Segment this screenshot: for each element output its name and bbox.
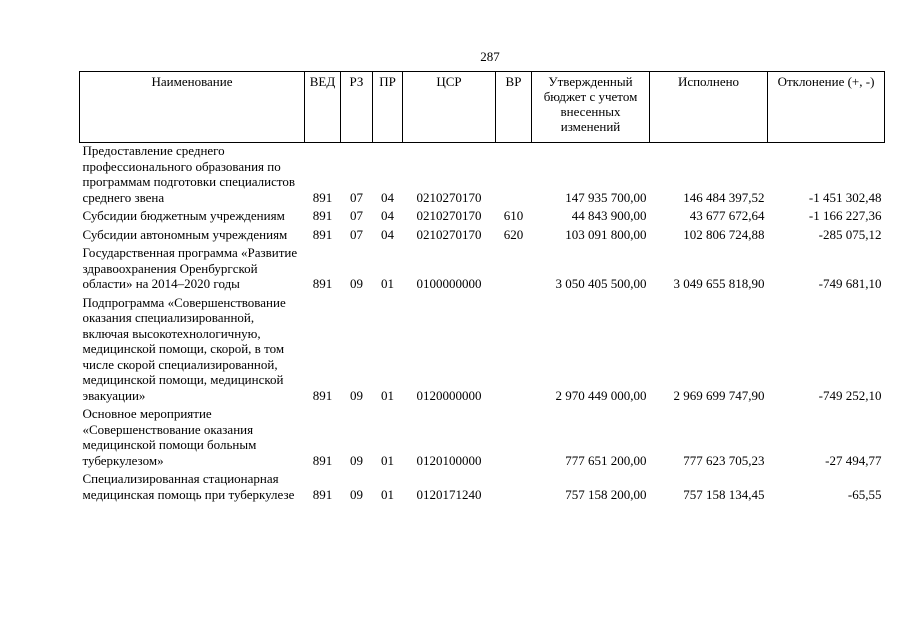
row-deviation: -65,55 [847,486,882,502]
table-row [80,295,885,407]
row-name: Подпрограмма «Совершенствование оказания специализированной, включая высокотехнологичную, медицинской помощи, скорой, в том числе скорой специализированной, медицинской помощи, медицинской эвакуации» [82,294,286,403]
row-executed: 43 677 672,64 [689,208,765,223]
row-deviation: -1 166 227,36 [808,208,882,223]
row-executed: 777 623 705,23 [683,452,765,468]
row-csr: 0120000000 [416,387,482,403]
row-csr: 0120171240 [416,486,482,502]
row-vr: 620 [503,226,524,242]
row-csr: 0210270170 [416,208,482,223]
row-pr: 04 [381,208,394,223]
row-vr [496,295,532,407]
row-csr: 0120100000 [416,452,482,468]
row-rz: 07 [350,208,363,223]
row-executed: 2 969 699 747,90 [673,387,765,403]
row-ved: 891 [312,486,333,502]
row-vr [496,471,532,505]
row-rz: 07 [350,189,363,205]
header-pr: ПР [373,72,403,143]
row-approved: 44 843 900,00 [571,208,647,223]
row-rz: 09 [350,452,363,468]
table-body [80,143,885,506]
header-vr: ВР [496,72,532,143]
row-deviation: -285 075,12 [818,226,882,242]
row-approved: 103 091 800,00 [565,226,647,242]
header-name: Наименование [80,72,305,143]
header-rz: РЗ [341,72,373,143]
row-ved: 891 [312,226,333,242]
table-row [80,143,885,209]
table-row [80,406,885,471]
row-pr: 01 [381,452,394,468]
row-name: Основное мероприятие «Совершенствование оказания медицинской помощи больным туберкулезом» [82,406,257,468]
row-rz: 09 [350,387,363,403]
row-deviation: -749 681,10 [818,276,882,291]
row-ved: 891 [312,387,333,403]
row-name: Специализированная стационарная медицинская помощь при туберкулезе [82,471,295,502]
row-ved: 891 [312,276,333,291]
row-approved: 777 651 200,00 [565,452,647,468]
row-ved: 891 [312,189,333,205]
row-rz: 09 [350,486,363,502]
table-row [80,227,885,246]
table-row [80,245,885,295]
row-pr: 01 [381,486,394,502]
row-pr: 01 [381,276,394,291]
table-row [80,208,885,227]
row-executed: 146 484 397,52 [683,189,765,205]
row-vr [496,143,532,209]
header-approved: Утвержденный бюджет с учетом внесенных изменений [532,72,650,143]
row-name: Субсидии автономным учреждениям [82,226,288,242]
header-row [80,72,885,143]
table-row [80,471,885,505]
row-pr: 04 [381,189,394,205]
row-pr: 01 [381,387,394,403]
header-executed: Исполнено [650,72,768,143]
row-approved: 3 050 405 500,00 [555,276,647,291]
row-vr [496,245,532,295]
header-csr: ЦСР [403,72,496,143]
row-deviation: -27 494,77 [825,452,882,468]
row-csr: 0210270170 [416,226,482,242]
row-rz: 09 [350,276,363,291]
row-executed: 3 049 655 818,90 [673,276,765,291]
header-deviation: Отклонение (+, -) [768,72,885,143]
row-csr: 0100000000 [416,276,482,291]
row-name: Предоставление среднего профессионального образования по программам подготовки специалистов среднего звена [82,143,296,205]
row-deviation: -749 252,10 [818,387,882,403]
page-number: 287 [480,49,500,64]
row-executed: 102 806 724,88 [683,226,765,242]
budget-table [79,71,885,505]
row-deviation: -1 451 302,48 [808,189,882,205]
row-ved: 891 [312,208,333,223]
row-executed: 757 158 134,45 [683,486,765,502]
row-vr [496,406,532,471]
row-rz: 07 [350,226,363,242]
row-approved: 757 158 200,00 [565,486,647,502]
row-pr: 04 [381,226,394,242]
row-approved: 147 935 700,00 [565,189,647,205]
row-csr: 0210270170 [416,189,482,205]
row-vr: 610 [503,208,524,223]
row-ved: 891 [312,452,333,468]
row-name: Субсидии бюджетным учреждениям [82,208,285,223]
header-ved: ВЕД [305,72,341,143]
row-name: Государственная программа «Развитие здравоохранения Оренбургской области» на 2014–2020 годы [82,245,298,291]
row-approved: 2 970 449 000,00 [555,387,647,403]
